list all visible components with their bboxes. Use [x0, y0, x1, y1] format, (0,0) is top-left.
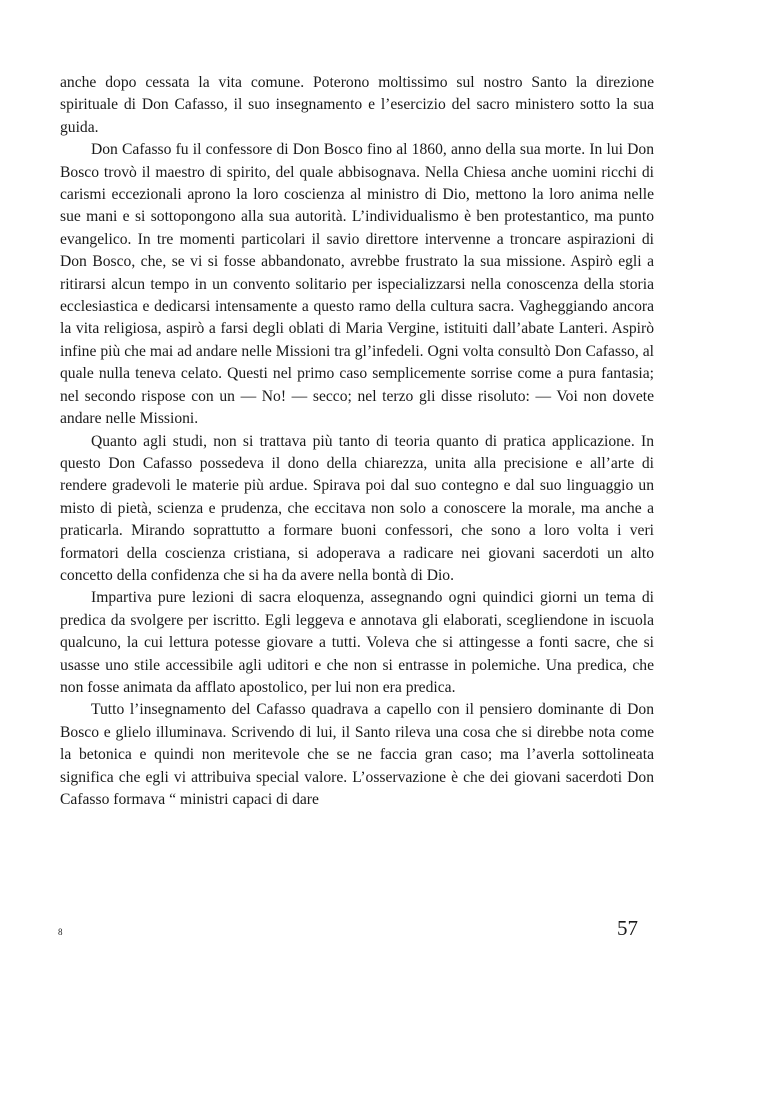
paragraph-3: Quanto agli studi, non si trattava più tanto di teoria quanto di pratica applicazione. In questo Don Cafasso possedeva il dono della chiarezza, unita alla precisione e all’arte di rendere gradevoli le materie più ardue. Spirava poi dal suo contegno e dal suo linguaggio un misto di pietà, scienza e prudenza, che eccitava non solo a conoscere la morale, ma anche a praticarla. Mirando soprattutto a formare buoni confessori, che sono a loro volta i veri formatori della coscienza cristiana, si adoperava a radicare nei giovani sacerdoti un alto concetto della confidenza che si ha da avere nella bontà di Dio. — [60, 432, 654, 584]
paragraph-1: anche dopo cessata la vita comune. Poterono moltissimo sul nostro Santo la direzione spirituale di Don Cafasso, il suo insegnamento e l’esercizio del sacro ministero sotto la sua guida. — [60, 74, 654, 136]
signature-mark: 8 — [58, 927, 63, 937]
page-number: 57 — [617, 916, 638, 940]
paragraph-2: Don Cafasso fu il confessore di Don Bosco fino al 1860, anno della sua morte. In lui Don Bosco trovò il maestro di spirito, del quale abbisognava. Nella Chiesa anche uomini ricchi di carismi eccezionali aprono la loro coscienza al ministro di Dio, mettono la loro anima nelle sue mani e si sottopongono alla sua autorità. L’individualismo è ben protestantico, ma punto evangelico. In tre momenti particolari il savio direttore intervenne a troncare aspirazioni di Don Bosco, che, se vi si fosse abbandonato, avrebbe frustrato la sua missione. Aspirò egli a ritirarsi alcun tempo in un convento solitario per ispecializzarsi nella conoscenza della storia ecclesiastica e dedicarsi intensamente a questo ramo della cultura sacra. Vagheggiando ancora la vita religiosa, aspirò a farsi degli oblati di Maria Vergine, istituiti dall’abate Lanteri. Aspirò infine più che mai ad andare nelle Missioni tra gl’infedeli. Ogni volta consultò Don Cafasso, al quale nulla teneva celato. Questi nel primo caso semplicemente sorrise come a pura fantasia; nel secondo rispose con un — No! — secco; nel terzo gli disse risoluto: — Voi non dovete andare nelle Missioni. — [60, 141, 654, 428]
paragraph-4: Impartiva pure lezioni di sacra eloquenza, assegnando ogni quindici giorni un tema di predica da svolgere per iscritto. Egli leggeva e annotava gli elaborati, scegliendone in iscuola qualcuno, la cui lettura potesse giovare a tutti. Voleva che si attingesse a fonti sacre, che si usasse uno stile accessibile agli uditori e che non si entrasse in polemiche. Una predica, che non fosse animata da afflato apostolico, per lui non era predica. — [60, 589, 654, 696]
body-text — [60, 72, 654, 811]
paragraph-5: Tutto l’insegnamento del Cafasso quadrava a capello con il pensiero dominante di Don Bosco e glielo illuminava. Scrivendo di lui, il Santo rileva una cosa che si direbbe nota come la betonica e quindi non meritevole che se ne faccia gran caso; ma l’averla sottolineata significa che egli vi attribuiva special valore. L’osservazione è che dei giovani sacerdoti Don Cafasso formava “ ministri capaci di dare — [60, 701, 654, 808]
